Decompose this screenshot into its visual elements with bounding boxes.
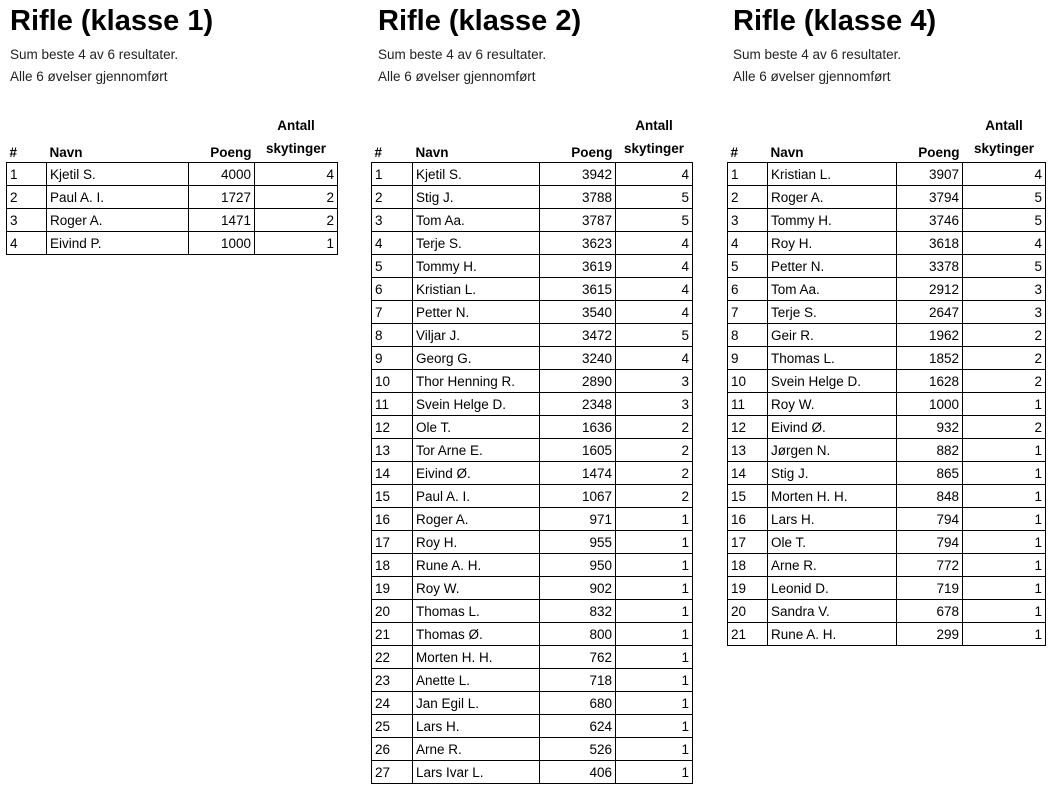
cell-shots: 1 [255, 232, 338, 255]
cell-shots: 1 [616, 761, 693, 784]
table-row [728, 255, 1046, 278]
cell-points: 3788 [540, 186, 616, 209]
cell-points: 3907 [897, 163, 963, 186]
cell-shots: 2 [963, 347, 1046, 370]
cell-points: 406 [540, 761, 616, 784]
cell-shots: 1 [963, 531, 1046, 554]
section-title: Rifle (klasse 1) [10, 5, 214, 37]
table-row [372, 508, 693, 531]
column-header-poeng: Poeng [571, 145, 613, 160]
cell-points: 718 [540, 669, 616, 692]
table-row [728, 416, 1046, 439]
cell-rank: 7 [372, 301, 413, 324]
cell-points: 800 [540, 623, 616, 646]
cell-rank: 22 [372, 646, 413, 669]
cell-rank: 24 [372, 692, 413, 715]
cell-rank: 23 [372, 669, 413, 692]
cell-shots: 1 [963, 554, 1046, 577]
table-row [372, 278, 693, 301]
cell-name: Geir R. [768, 324, 897, 347]
cell-rank: 9 [372, 347, 413, 370]
cell-rank: 18 [728, 554, 768, 577]
cell-shots: 5 [963, 186, 1046, 209]
table-row [728, 278, 1046, 301]
column-header-antall-line1: Antall [635, 118, 673, 133]
cell-name: Morten H. H. [413, 646, 540, 669]
table-row [728, 163, 1046, 186]
cell-name: Sandra V. [768, 600, 897, 623]
table-row [372, 531, 693, 554]
table-row [728, 531, 1046, 554]
cell-rank: 26 [372, 738, 413, 761]
cell-rank: 2 [7, 186, 47, 209]
table-row [372, 738, 693, 761]
cell-rank: 19 [728, 577, 768, 600]
column-header-pos: # [374, 145, 383, 160]
cell-points: 299 [897, 623, 963, 646]
cell-rank: 3 [7, 209, 47, 232]
table-row [728, 301, 1046, 324]
table-row [372, 209, 693, 232]
cell-shots: 4 [255, 163, 338, 186]
table-row [372, 324, 693, 347]
cell-shots: 1 [616, 692, 693, 715]
table-header-row [728, 114, 1046, 163]
table-row [728, 232, 1046, 255]
cell-points: 678 [897, 600, 963, 623]
cell-name: Eivind P. [47, 232, 189, 255]
column-header-poeng: Poeng [918, 145, 960, 160]
cell-points: 1474 [540, 462, 616, 485]
cell-rank: 27 [372, 761, 413, 784]
table-row [372, 669, 693, 692]
cell-rank: 4 [7, 232, 47, 255]
table-row [728, 554, 1046, 577]
cell-shots: 1 [616, 577, 693, 600]
cell-points: 955 [540, 531, 616, 554]
cell-shots: 2 [963, 416, 1046, 439]
cell-rank: 14 [372, 462, 413, 485]
cell-points: 3378 [897, 255, 963, 278]
cell-points: 3794 [897, 186, 963, 209]
cell-rank: 10 [728, 370, 768, 393]
section-klasse-4 [729, 0, 936, 88]
cell-points: 2912 [897, 278, 963, 301]
cell-shots: 3 [616, 393, 693, 416]
cell-rank: 4 [728, 232, 768, 255]
cell-shots: 4 [963, 163, 1046, 186]
cell-name: Thomas Ø. [413, 623, 540, 646]
cell-rank: 12 [372, 416, 413, 439]
table-row [372, 646, 693, 669]
cell-rank: 11 [728, 393, 768, 416]
cell-name: Arne R. [768, 554, 897, 577]
cell-points: 794 [897, 531, 963, 554]
cell-rank: 4 [372, 232, 413, 255]
section-subtitle: Sum beste 4 av 6 resultater. [733, 47, 902, 62]
cell-points: 3619 [540, 255, 616, 278]
column-header-antall [616, 114, 693, 163]
cell-name: Tom Aa. [768, 278, 897, 301]
cell-points: 3746 [897, 209, 963, 232]
cell-name: Roger A. [413, 508, 540, 531]
cell-rank: 6 [728, 278, 768, 301]
cell-rank: 8 [372, 324, 413, 347]
cell-rank: 20 [372, 600, 413, 623]
column-header-pos: # [730, 145, 739, 160]
cell-name: Leonid D. [768, 577, 897, 600]
table-row [372, 232, 693, 255]
cell-rank: 10 [372, 370, 413, 393]
cell-name: Roy W. [413, 577, 540, 600]
cell-rank: 2 [728, 186, 768, 209]
cell-points: 848 [897, 485, 963, 508]
table-row [372, 301, 693, 324]
table-row [372, 416, 693, 439]
column-header-pos: # [9, 145, 18, 160]
cell-points: 3472 [540, 324, 616, 347]
table-row [7, 209, 338, 232]
cell-points: 4000 [189, 163, 255, 186]
cell-rank: 21 [372, 623, 413, 646]
cell-name: Petter N. [768, 255, 897, 278]
cell-shots: 1 [616, 554, 693, 577]
column-header-antall-line1: Antall [985, 118, 1023, 133]
cell-name: Jørgen N. [768, 439, 897, 462]
table-row [372, 623, 693, 646]
cell-rank: 20 [728, 600, 768, 623]
table-header-row [7, 114, 338, 163]
section-title: Rifle (klasse 4) [733, 5, 937, 37]
table-row [372, 600, 693, 623]
section-subtitle: Alle 6 øvelser gjennomført [733, 69, 891, 84]
cell-points: 2890 [540, 370, 616, 393]
table-row [372, 761, 693, 784]
cell-name: Tom Aa. [413, 209, 540, 232]
cell-shots: 1 [963, 600, 1046, 623]
cell-points: 3540 [540, 301, 616, 324]
cell-name: Thomas L. [768, 347, 897, 370]
cell-shots: 4 [616, 301, 693, 324]
cell-shots: 5 [616, 324, 693, 347]
column-header-antall-line1: Antall [277, 118, 315, 133]
cell-shots: 1 [616, 508, 693, 531]
cell-points: 762 [540, 646, 616, 669]
cell-shots: 4 [616, 255, 693, 278]
cell-points: 932 [897, 416, 963, 439]
table-row [372, 462, 693, 485]
cell-points: 971 [540, 508, 616, 531]
cell-points: 1962 [897, 324, 963, 347]
cell-shots: 3 [963, 278, 1046, 301]
cell-name: Stig J. [768, 462, 897, 485]
column-header-antall [255, 114, 338, 163]
cell-rank: 14 [728, 462, 768, 485]
cell-name: Tommy H. [768, 209, 897, 232]
cell-shots: 2 [616, 439, 693, 462]
cell-name: Eivind Ø. [413, 462, 540, 485]
cell-rank: 11 [372, 393, 413, 416]
results-table-klasse-4 [727, 114, 1046, 646]
table-row [372, 485, 693, 508]
cell-name: Stig J. [413, 186, 540, 209]
results-table-klasse-1 [6, 114, 338, 255]
cell-points: 2647 [897, 301, 963, 324]
cell-shots: 5 [963, 255, 1046, 278]
cell-shots: 5 [963, 209, 1046, 232]
cell-name: Petter N. [413, 301, 540, 324]
cell-shots: 1 [963, 577, 1046, 600]
cell-points: 1852 [897, 347, 963, 370]
cell-name: Ole T. [768, 531, 897, 554]
cell-name: Tommy H. [413, 255, 540, 278]
table-row [372, 186, 693, 209]
cell-name: Kjetil S. [413, 163, 540, 186]
cell-shots: 5 [616, 209, 693, 232]
cell-shots: 2 [255, 209, 338, 232]
cell-name: Arne R. [413, 738, 540, 761]
cell-points: 772 [897, 554, 963, 577]
cell-name: Lars Ivar L. [413, 761, 540, 784]
cell-shots: 4 [963, 232, 1046, 255]
column-header-antall [963, 114, 1046, 163]
cell-rank: 15 [372, 485, 413, 508]
cell-name: Jan Egil L. [413, 692, 540, 715]
table-row [7, 163, 338, 186]
cell-rank: 12 [728, 416, 768, 439]
cell-name: Roy W. [768, 393, 897, 416]
cell-name: Morten H. H. [768, 485, 897, 508]
cell-shots: 1 [616, 715, 693, 738]
table-row [372, 715, 693, 738]
cell-shots: 5 [616, 186, 693, 209]
table-row [728, 485, 1046, 508]
cell-shots: 1 [616, 646, 693, 669]
cell-shots: 1 [616, 669, 693, 692]
section-subtitle: Sum beste 4 av 6 resultater. [10, 47, 179, 62]
section-subtitle: Alle 6 øvelser gjennomført [10, 69, 168, 84]
cell-name: Kristian L. [413, 278, 540, 301]
cell-name: Paul A. I. [47, 186, 189, 209]
cell-name: Rune A. H. [413, 554, 540, 577]
table-row [728, 370, 1046, 393]
cell-shots: 2 [616, 485, 693, 508]
cell-name: Roy H. [413, 531, 540, 554]
cell-shots: 3 [963, 301, 1046, 324]
column-header-poeng: Poeng [210, 145, 252, 160]
cell-name: Lars H. [768, 508, 897, 531]
cell-rank: 1 [372, 163, 413, 186]
table-row [728, 508, 1046, 531]
cell-shots: 1 [616, 738, 693, 761]
cell-name: Viljar J. [413, 324, 540, 347]
cell-points: 1605 [540, 439, 616, 462]
section-subtitle: Sum beste 4 av 6 resultater. [378, 47, 547, 62]
cell-points: 3623 [540, 232, 616, 255]
cell-rank: 3 [372, 209, 413, 232]
cell-name: Roger A. [47, 209, 189, 232]
table-row [372, 163, 693, 186]
cell-shots: 1 [963, 439, 1046, 462]
cell-name: Paul A. I. [413, 485, 540, 508]
cell-points: 1727 [189, 186, 255, 209]
cell-name: Tor Arne E. [413, 439, 540, 462]
cell-shots: 2 [255, 186, 338, 209]
cell-shots: 4 [616, 347, 693, 370]
cell-rank: 17 [728, 531, 768, 554]
cell-points: 680 [540, 692, 616, 715]
cell-points: 832 [540, 600, 616, 623]
cell-name: Kristian L. [768, 163, 897, 186]
table-row [728, 324, 1046, 347]
table-row [372, 370, 693, 393]
table-row [728, 209, 1046, 232]
cell-shots: 2 [616, 462, 693, 485]
cell-rank: 18 [372, 554, 413, 577]
cell-points: 1067 [540, 485, 616, 508]
cell-shots: 2 [963, 324, 1046, 347]
cell-rank: 16 [372, 508, 413, 531]
cell-shots: 2 [616, 416, 693, 439]
cell-name: Rune A. H. [768, 623, 897, 646]
column-header-navn: Navn [49, 145, 83, 160]
column-header-antall-line2: skytinger [265, 141, 327, 156]
table-row [728, 577, 1046, 600]
section-klasse-1 [6, 0, 213, 88]
results-table-klasse-2 [371, 114, 693, 784]
column-header-antall-line2: skytinger [973, 141, 1035, 156]
cell-name: Terje S. [768, 301, 897, 324]
table-row [728, 600, 1046, 623]
cell-rank: 17 [372, 531, 413, 554]
table-row [7, 186, 338, 209]
cell-points: 2348 [540, 393, 616, 416]
cell-shots: 1 [963, 485, 1046, 508]
cell-name: Georg G. [413, 347, 540, 370]
table-row [372, 692, 693, 715]
cell-points: 902 [540, 577, 616, 600]
cell-points: 865 [897, 462, 963, 485]
cell-rank: 6 [372, 278, 413, 301]
cell-rank: 9 [728, 347, 768, 370]
cell-rank: 3 [728, 209, 768, 232]
cell-rank: 5 [728, 255, 768, 278]
cell-points: 1636 [540, 416, 616, 439]
table-row [728, 623, 1046, 646]
cell-shots: 1 [963, 623, 1046, 646]
cell-points: 3787 [540, 209, 616, 232]
cell-shots: 4 [616, 163, 693, 186]
cell-points: 950 [540, 554, 616, 577]
cell-points: 526 [540, 738, 616, 761]
cell-rank: 13 [372, 439, 413, 462]
table-row [728, 393, 1046, 416]
cell-shots: 1 [963, 508, 1046, 531]
cell-shots: 4 [616, 232, 693, 255]
section-title: Rifle (klasse 2) [378, 5, 582, 37]
cell-name: Terje S. [413, 232, 540, 255]
table-row [372, 347, 693, 370]
cell-shots: 1 [963, 393, 1046, 416]
cell-points: 1628 [897, 370, 963, 393]
table-row [372, 439, 693, 462]
cell-rank: 15 [728, 485, 768, 508]
cell-points: 1471 [189, 209, 255, 232]
table-row [728, 186, 1046, 209]
cell-points: 1000 [189, 232, 255, 255]
cell-name: Svein Helge D. [768, 370, 897, 393]
cell-rank: 1 [7, 163, 47, 186]
cell-shots: 3 [616, 370, 693, 393]
table-row [372, 393, 693, 416]
table-row [728, 347, 1046, 370]
cell-name: Eivind Ø. [768, 416, 897, 439]
cell-points: 3942 [540, 163, 616, 186]
cell-rank: 16 [728, 508, 768, 531]
cell-rank: 21 [728, 623, 768, 646]
cell-name: Thomas L. [413, 600, 540, 623]
cell-name: Thor Henning R. [413, 370, 540, 393]
table-row [728, 439, 1046, 462]
table-row [7, 232, 338, 255]
table-row [372, 255, 693, 278]
cell-name: Svein Helge D. [413, 393, 540, 416]
cell-points: 3618 [897, 232, 963, 255]
cell-rank: 8 [728, 324, 768, 347]
cell-rank: 5 [372, 255, 413, 278]
cell-shots: 2 [963, 370, 1046, 393]
cell-points: 882 [897, 439, 963, 462]
cell-shots: 1 [616, 623, 693, 646]
cell-name: Anette L. [413, 669, 540, 692]
cell-points: 719 [897, 577, 963, 600]
cell-shots: 1 [963, 462, 1046, 485]
table-row [372, 577, 693, 600]
column-header-navn: Navn [415, 145, 449, 160]
cell-rank: 19 [372, 577, 413, 600]
cell-rank: 25 [372, 715, 413, 738]
column-header-antall-line2: skytinger [623, 141, 685, 156]
cell-shots: 1 [616, 600, 693, 623]
column-header-navn: Navn [770, 145, 804, 160]
cell-points: 624 [540, 715, 616, 738]
cell-rank: 7 [728, 301, 768, 324]
cell-name: Roger A. [768, 186, 897, 209]
cell-points: 1000 [897, 393, 963, 416]
table-header-row [372, 114, 693, 163]
section-klasse-2 [374, 0, 581, 88]
table-row [728, 462, 1046, 485]
cell-rank: 1 [728, 163, 768, 186]
cell-name: Roy H. [768, 232, 897, 255]
cell-points: 3240 [540, 347, 616, 370]
cell-name: Ole T. [413, 416, 540, 439]
cell-rank: 13 [728, 439, 768, 462]
cell-points: 3615 [540, 278, 616, 301]
cell-name: Kjetil S. [47, 163, 189, 186]
cell-name: Lars H. [413, 715, 540, 738]
cell-points: 794 [897, 508, 963, 531]
cell-shots: 1 [616, 531, 693, 554]
table-row [372, 554, 693, 577]
cell-shots: 4 [616, 278, 693, 301]
section-subtitle: Alle 6 øvelser gjennomført [378, 69, 536, 84]
cell-rank: 2 [372, 186, 413, 209]
